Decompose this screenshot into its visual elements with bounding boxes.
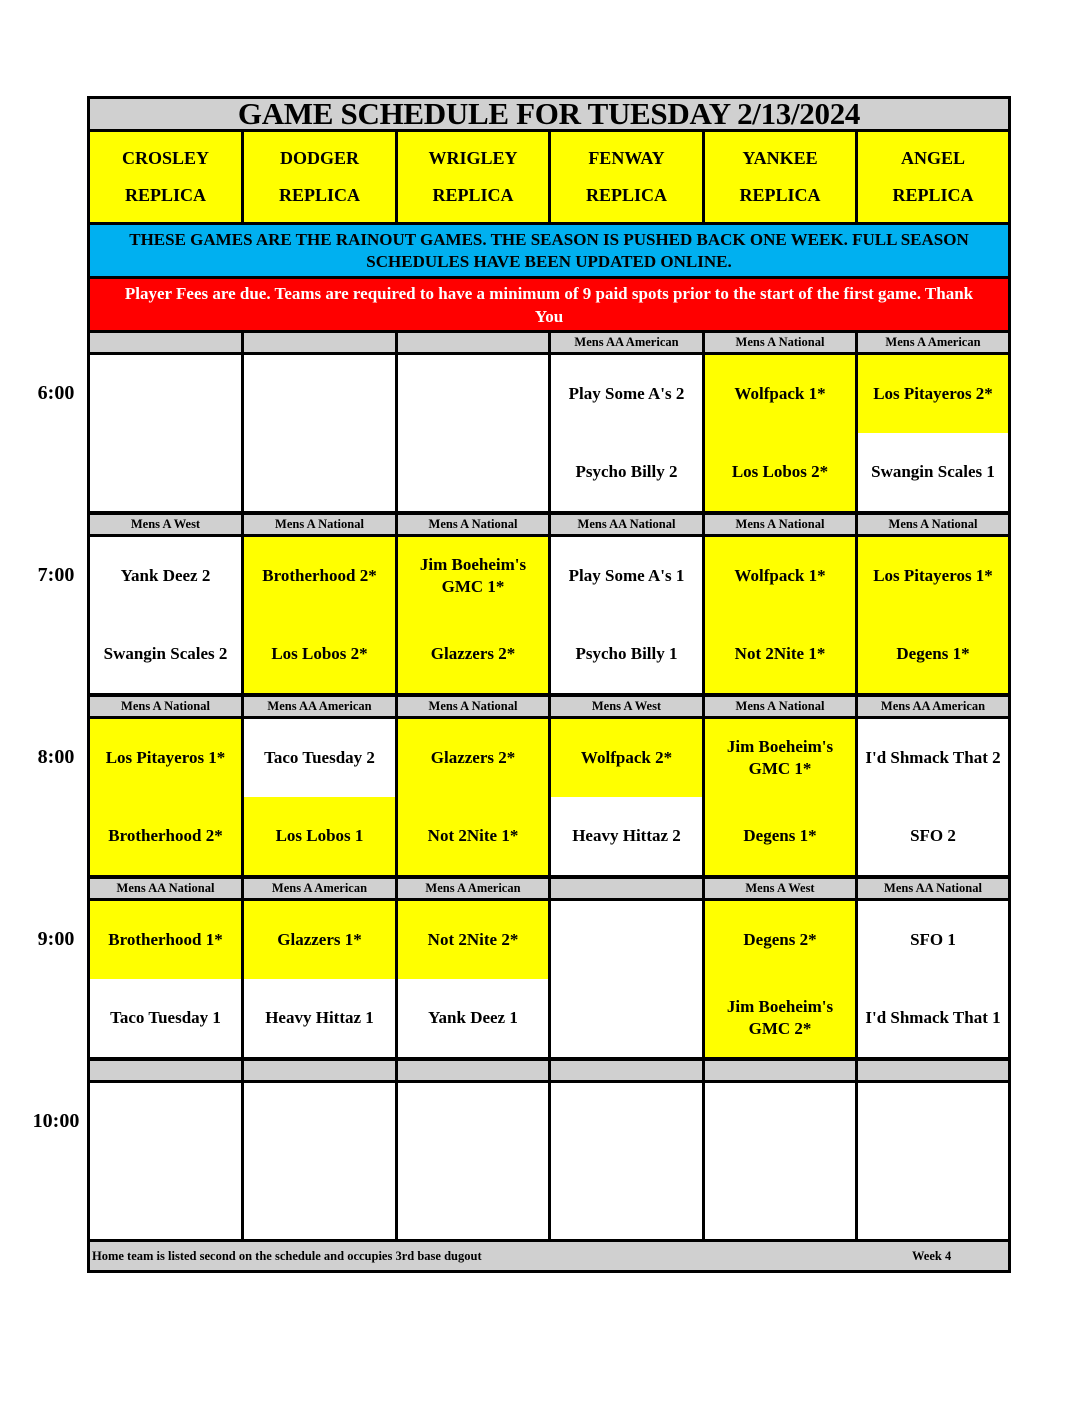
away-team xyxy=(244,1083,395,1161)
home-team xyxy=(858,1161,1008,1239)
division-label: Mens A American xyxy=(398,879,548,898)
division-label: Mens A West xyxy=(705,879,855,898)
away-team xyxy=(551,901,702,979)
home-team xyxy=(551,979,702,1057)
away-team xyxy=(705,1083,855,1161)
home-team: Los Lobos 2* xyxy=(244,615,395,693)
field-subtitle: REPLICA xyxy=(892,185,974,205)
away-team: Yank Deez 2 xyxy=(90,537,241,615)
field-header-dodger xyxy=(244,132,395,222)
field-name: DODGER xyxy=(279,148,359,168)
division-label: Mens AA National xyxy=(90,879,241,898)
division-label: Mens AA National xyxy=(858,879,1008,898)
division-label: Mens A National xyxy=(858,515,1008,534)
home-team: Degens 1* xyxy=(705,797,855,875)
division-label xyxy=(398,333,548,352)
away-team: Jim Boeheim's GMC 1* xyxy=(705,719,855,797)
field-header-crosley xyxy=(90,132,241,222)
division-label: Mens A National xyxy=(398,697,548,716)
field-header-angel xyxy=(858,132,1008,222)
home-team: Yank Deez 1 xyxy=(398,979,548,1057)
field-name: CROSLEY xyxy=(121,148,210,168)
player-fees-notice: Player Fees are due. Teams are required to have a minimum of 9 paid spots prior to the start of the first game. Thank You xyxy=(90,279,1008,330)
home-team: Not 2Nite 1* xyxy=(705,615,855,693)
home-team xyxy=(90,1161,241,1239)
field-header-wrigley xyxy=(398,132,548,222)
page-title: GAME SCHEDULE FOR TUESDAY 2/13/2024 xyxy=(90,99,1008,129)
away-team: Play Some A's 1 xyxy=(551,537,702,615)
schedule-sheet xyxy=(87,96,1011,1273)
home-team: Psycho Billy 2 xyxy=(551,433,702,511)
away-team: Glazzers 2* xyxy=(398,719,548,797)
home-team: I'd Shmack That 1 xyxy=(858,979,1008,1057)
home-team: Glazzers 2* xyxy=(398,615,548,693)
away-team: Wolfpack 1* xyxy=(705,537,855,615)
field-name: FENWAY xyxy=(588,148,665,168)
field-subtitle: REPLICA xyxy=(278,185,360,205)
time-label: 8:00 xyxy=(37,746,75,768)
division-label: Mens A West xyxy=(90,515,241,534)
away-team: Taco Tuesday 2 xyxy=(244,719,395,797)
away-team xyxy=(551,1083,702,1161)
home-team: Heavy Hittaz 1 xyxy=(244,979,395,1057)
time-label: 7:00 xyxy=(37,564,75,586)
away-team: Brotherhood 2* xyxy=(244,537,395,615)
field-name: YANKEE xyxy=(742,148,818,168)
division-label: Mens A National xyxy=(90,697,241,716)
home-team: Brotherhood 2* xyxy=(90,797,241,875)
time-label: 6:00 xyxy=(37,382,75,404)
away-team: Brotherhood 1* xyxy=(90,901,241,979)
away-team: SFO 1 xyxy=(858,901,1008,979)
home-team-note: Home team is listed second on the schedule and occupies 3rd base dugout xyxy=(92,1248,482,1263)
time-label: 10:00 xyxy=(32,1110,80,1132)
home-team xyxy=(398,1161,548,1239)
home-team: Degens 1* xyxy=(858,615,1008,693)
home-team: Jim Boeheim's GMC 2* xyxy=(705,979,855,1057)
division-label: Mens A National xyxy=(705,333,855,352)
away-team: Los Pitayeros 1* xyxy=(858,537,1008,615)
division-label xyxy=(244,333,395,352)
field-name: ANGEL xyxy=(900,148,965,168)
away-team: Wolfpack 2* xyxy=(551,719,702,797)
division-label: Mens A National xyxy=(705,515,855,534)
home-team xyxy=(551,1161,702,1239)
home-team: Psycho Billy 1 xyxy=(551,615,702,693)
field-subtitle: REPLICA xyxy=(739,185,821,205)
home-team xyxy=(90,433,241,511)
home-team xyxy=(398,433,548,511)
division-label: Mens A American xyxy=(858,333,1008,352)
away-team xyxy=(398,1083,548,1161)
away-team: Jim Boeheim's GMC 1* xyxy=(398,537,548,615)
away-team xyxy=(398,355,548,433)
footer-bar xyxy=(90,1242,1008,1270)
home-team xyxy=(244,433,395,511)
away-team: I'd Shmack That 2 xyxy=(858,719,1008,797)
away-team: Not 2Nite 2* xyxy=(398,901,548,979)
away-team xyxy=(858,1083,1008,1161)
division-label: Mens A National xyxy=(244,515,395,534)
time-label: 9:00 xyxy=(37,928,75,950)
away-team: Los Pitayeros 2* xyxy=(858,355,1008,433)
home-team: Not 2Nite 1* xyxy=(398,797,548,875)
division-label: Mens AA American xyxy=(858,697,1008,716)
division-label xyxy=(551,1061,702,1080)
away-team: Degens 2* xyxy=(705,901,855,979)
away-team: Glazzers 1* xyxy=(244,901,395,979)
home-team: Los Lobos 1 xyxy=(244,797,395,875)
rainout-notice: THESE GAMES ARE THE RAINOUT GAMES. THE SEASON IS PUSHED BACK ONE WEEK. FULL SEASON SCHEDULES HAVE BEEN UPDATED ONLINE. xyxy=(90,225,1008,276)
field-header-yankee xyxy=(705,132,855,222)
home-team xyxy=(244,1161,395,1239)
away-team: Los Pitayeros 1* xyxy=(90,719,241,797)
home-team: SFO 2 xyxy=(858,797,1008,875)
division-label xyxy=(551,879,702,898)
division-label xyxy=(90,333,241,352)
division-label: Mens AA American xyxy=(244,697,395,716)
home-team: Swangin Scales 2 xyxy=(90,615,241,693)
home-team: Los Lobos 2* xyxy=(705,433,855,511)
division-label xyxy=(858,1061,1008,1080)
division-label xyxy=(244,1061,395,1080)
division-label: Mens AA National xyxy=(551,515,702,534)
field-header-fenway xyxy=(551,132,702,222)
division-label xyxy=(90,1061,241,1080)
away-team: Wolfpack 1* xyxy=(705,355,855,433)
week-label: Week 4 xyxy=(912,1248,952,1263)
division-label: Mens A National xyxy=(705,697,855,716)
field-subtitle: REPLICA xyxy=(585,185,667,205)
away-team: Play Some A's 2 xyxy=(551,355,702,433)
division-label xyxy=(705,1061,855,1080)
division-label: Mens A National xyxy=(398,515,548,534)
division-label: Mens A West xyxy=(551,697,702,716)
home-team: Heavy Hittaz 2 xyxy=(551,797,702,875)
field-name: WRIGLEY xyxy=(428,148,518,168)
field-subtitle: REPLICA xyxy=(124,185,206,205)
away-team xyxy=(244,355,395,433)
home-team: Taco Tuesday 1 xyxy=(90,979,241,1057)
away-team xyxy=(90,355,241,433)
field-subtitle: REPLICA xyxy=(432,185,514,205)
home-team: Swangin Scales 1 xyxy=(858,433,1008,511)
away-team xyxy=(90,1083,241,1161)
division-label: Mens AA American xyxy=(551,333,702,352)
division-label: Mens A American xyxy=(244,879,395,898)
division-label xyxy=(398,1061,548,1080)
home-team xyxy=(705,1161,855,1239)
